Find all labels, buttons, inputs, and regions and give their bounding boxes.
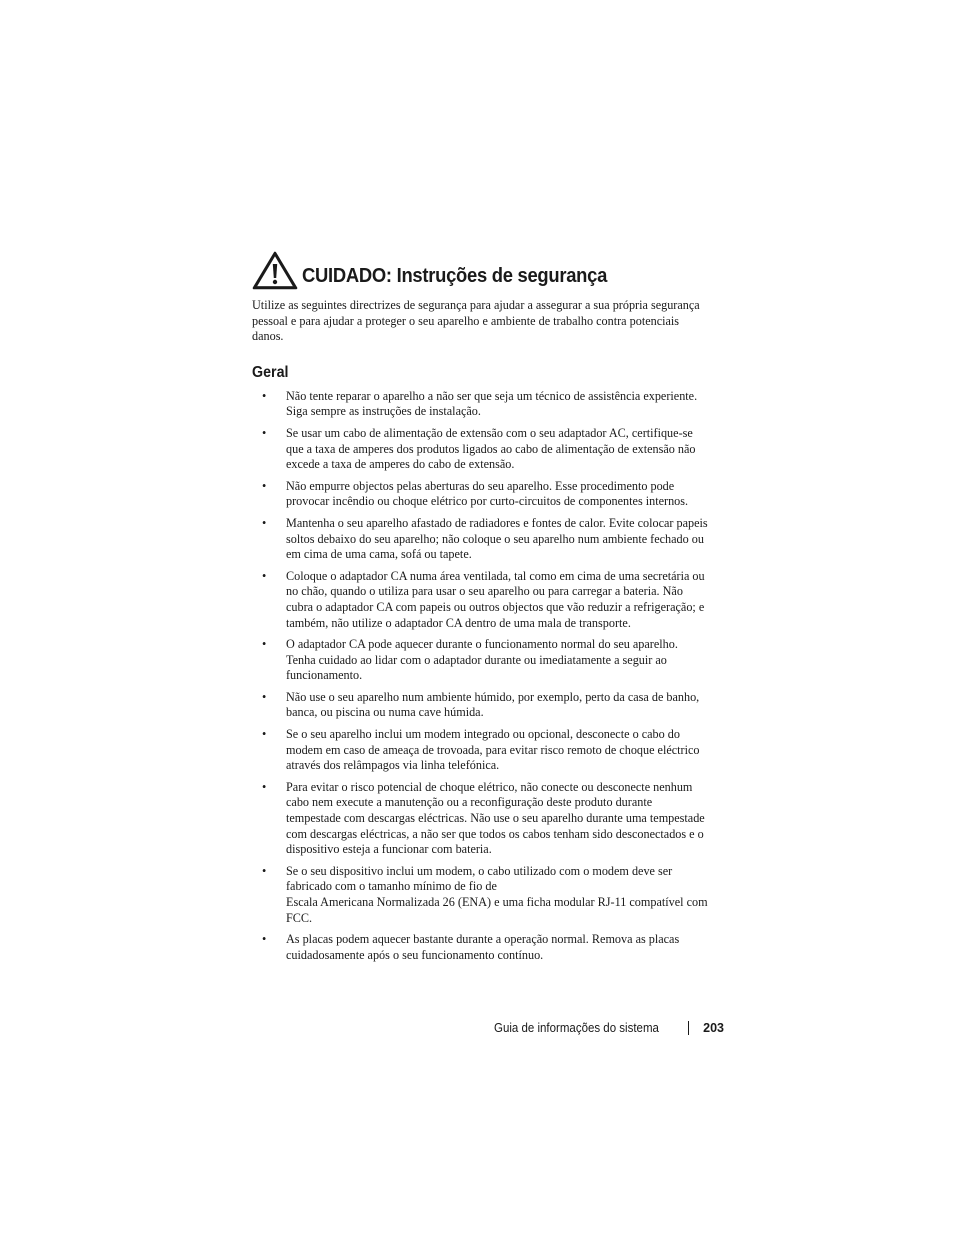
page-number: 203: [703, 1021, 724, 1035]
bullet-icon: •: [262, 863, 267, 878]
bullet-icon: •: [262, 637, 267, 652]
footer-divider: [688, 1021, 689, 1035]
item-line: Se o seu dispositivo inclui um modem, o cabo utilizado com o modem deve ser: [286, 863, 673, 878]
bullet-icon: •: [262, 689, 267, 704]
item-line: Mantenha o seu aparelho afastado de radiadores e fontes de calor. Evite colocar papeis: [286, 515, 708, 530]
section-heading: Geral: [252, 363, 289, 381]
item-line: tempestade com descargas eléctricas. Não use o seu aparelho durante uma tempestade: [286, 811, 705, 826]
item-line: soltos debaixo do seu aparelho; não coloque o seu aparelho num ambiente fechado ou: [286, 531, 704, 546]
list-item: [252, 516, 730, 563]
bullet-icon: •: [262, 425, 267, 440]
item-line: Não use o seu aparelho num ambiente húmido, por exemplo, perto da casa de banho,: [286, 689, 700, 704]
intro-line: pessoal e para ajudar a proteger o seu aparelho e ambiente de trabalho contra potenciais: [252, 313, 680, 328]
item-line: FCC.: [286, 910, 313, 925]
item-line: Tenha cuidado ao lidar com o adaptador durante ou imediatamente a seguir ao: [286, 652, 667, 667]
item-line: através dos relâmpagos via linha telefónica.: [286, 758, 500, 773]
safety-bullet-list: [252, 389, 730, 964]
page-content: [252, 250, 730, 969]
item-line: O adaptador CA pode aquecer durante o funcionamento normal do seu aparelho.: [286, 637, 678, 652]
bullet-icon: •: [262, 478, 267, 493]
intro-line: danos.: [252, 329, 284, 344]
item-line: Siga sempre as instruções de instalação.: [286, 404, 481, 419]
bullet-icon: •: [262, 932, 267, 947]
footer-label: Guia de informações do sistema: [494, 1021, 659, 1035]
intro-line: Utilize as seguintes directrizes de segurança para ajudar a assegurar a sua própria segurança: [252, 298, 700, 312]
list-item: [252, 479, 730, 510]
item-line: que a taxa de amperes dos produtos ligados ao cabo de alimentação de extensão não: [286, 441, 696, 456]
item-line: fabricado com o tamanho mínimo de fio de: [286, 879, 497, 894]
item-line: Coloque o adaptador CA numa área ventilada, tal como em cima de uma secretária ou: [286, 568, 705, 583]
list-item: [252, 780, 730, 858]
item-line: Para evitar o risco potencial de choque elétrico, não conecte ou desconecte nenhum: [286, 779, 693, 794]
list-item: [252, 569, 730, 631]
item-line: provocar incêndio ou choque elétrico por curto-circuitos de componentes internos.: [286, 494, 689, 509]
item-line: modem em caso de ameaça de trovoada, para evitar risco remoto de choque eléctrico: [286, 742, 700, 757]
bullet-icon: •: [262, 727, 267, 742]
item-line: As placas podem aquecer bastante durante a operação normal. Remova as placas: [286, 932, 680, 947]
item-line: excede a taxa de amperes do cabo de extensão.: [286, 457, 515, 472]
warning-triangle-icon: [252, 250, 298, 290]
item-line: Não empurre objectos pelas aberturas do seu aparelho. Esse procedimento pode: [286, 478, 675, 493]
list-item: [252, 690, 730, 721]
item-line: cuidadosamente após o seu funcionamento contínuo.: [286, 947, 544, 962]
list-item: [252, 426, 730, 473]
list-item: [252, 727, 730, 774]
item-line: Se o seu aparelho inclui um modem integrado ou opcional, desconecte o cabo do: [286, 727, 680, 742]
item-line: Escala Americana Normalizada 26 (ENA) e uma ficha modular RJ-11 compatível com: [286, 895, 708, 909]
item-line: cubra o adaptador CA com papeis ou outros objectos que vão reduzir a refrigeração; e: [286, 599, 705, 614]
list-item: [252, 932, 730, 963]
item-line: no chão, quando o utiliza para usar o seu aparelho ou para carregar a bateria. Não: [286, 584, 683, 599]
item-line: também, não utilize o adaptador CA dentro de uma mala de transporte.: [286, 615, 631, 630]
bullet-icon: •: [262, 568, 267, 583]
item-line: funcionamento.: [286, 668, 363, 683]
intro-paragraph: [252, 298, 730, 345]
item-line: Se usar um cabo de alimentação de extensão com o seu adaptador AC, certifique-se: [286, 425, 693, 440]
page-title: CUIDADO: Instruções de segurança: [302, 265, 608, 287]
list-item: [252, 864, 730, 926]
item-line: banca, ou piscina ou numa cave húmida.: [286, 705, 484, 720]
item-line: Não tente reparar o aparelho a não ser que seja um técnico de assistência experiente.: [286, 388, 698, 403]
title-row: [252, 250, 730, 290]
list-item: [252, 637, 730, 684]
list-item: [252, 389, 730, 420]
page-footer: [494, 1020, 730, 1036]
bullet-icon: •: [262, 515, 267, 530]
item-line: com descargas eléctricas, a não ser que todos os cabos tenham sido desconectados e o: [286, 826, 704, 841]
item-line: cabo nem execute a manutenção ou a reconfiguração deste produto durante: [286, 795, 653, 810]
item-line: dispositivo esteja a funcionar com bateria.: [286, 842, 492, 857]
bullet-icon: •: [262, 388, 267, 403]
item-line: em cima de uma cama, sofá ou tapete.: [286, 547, 472, 562]
bullet-icon: •: [262, 779, 267, 794]
